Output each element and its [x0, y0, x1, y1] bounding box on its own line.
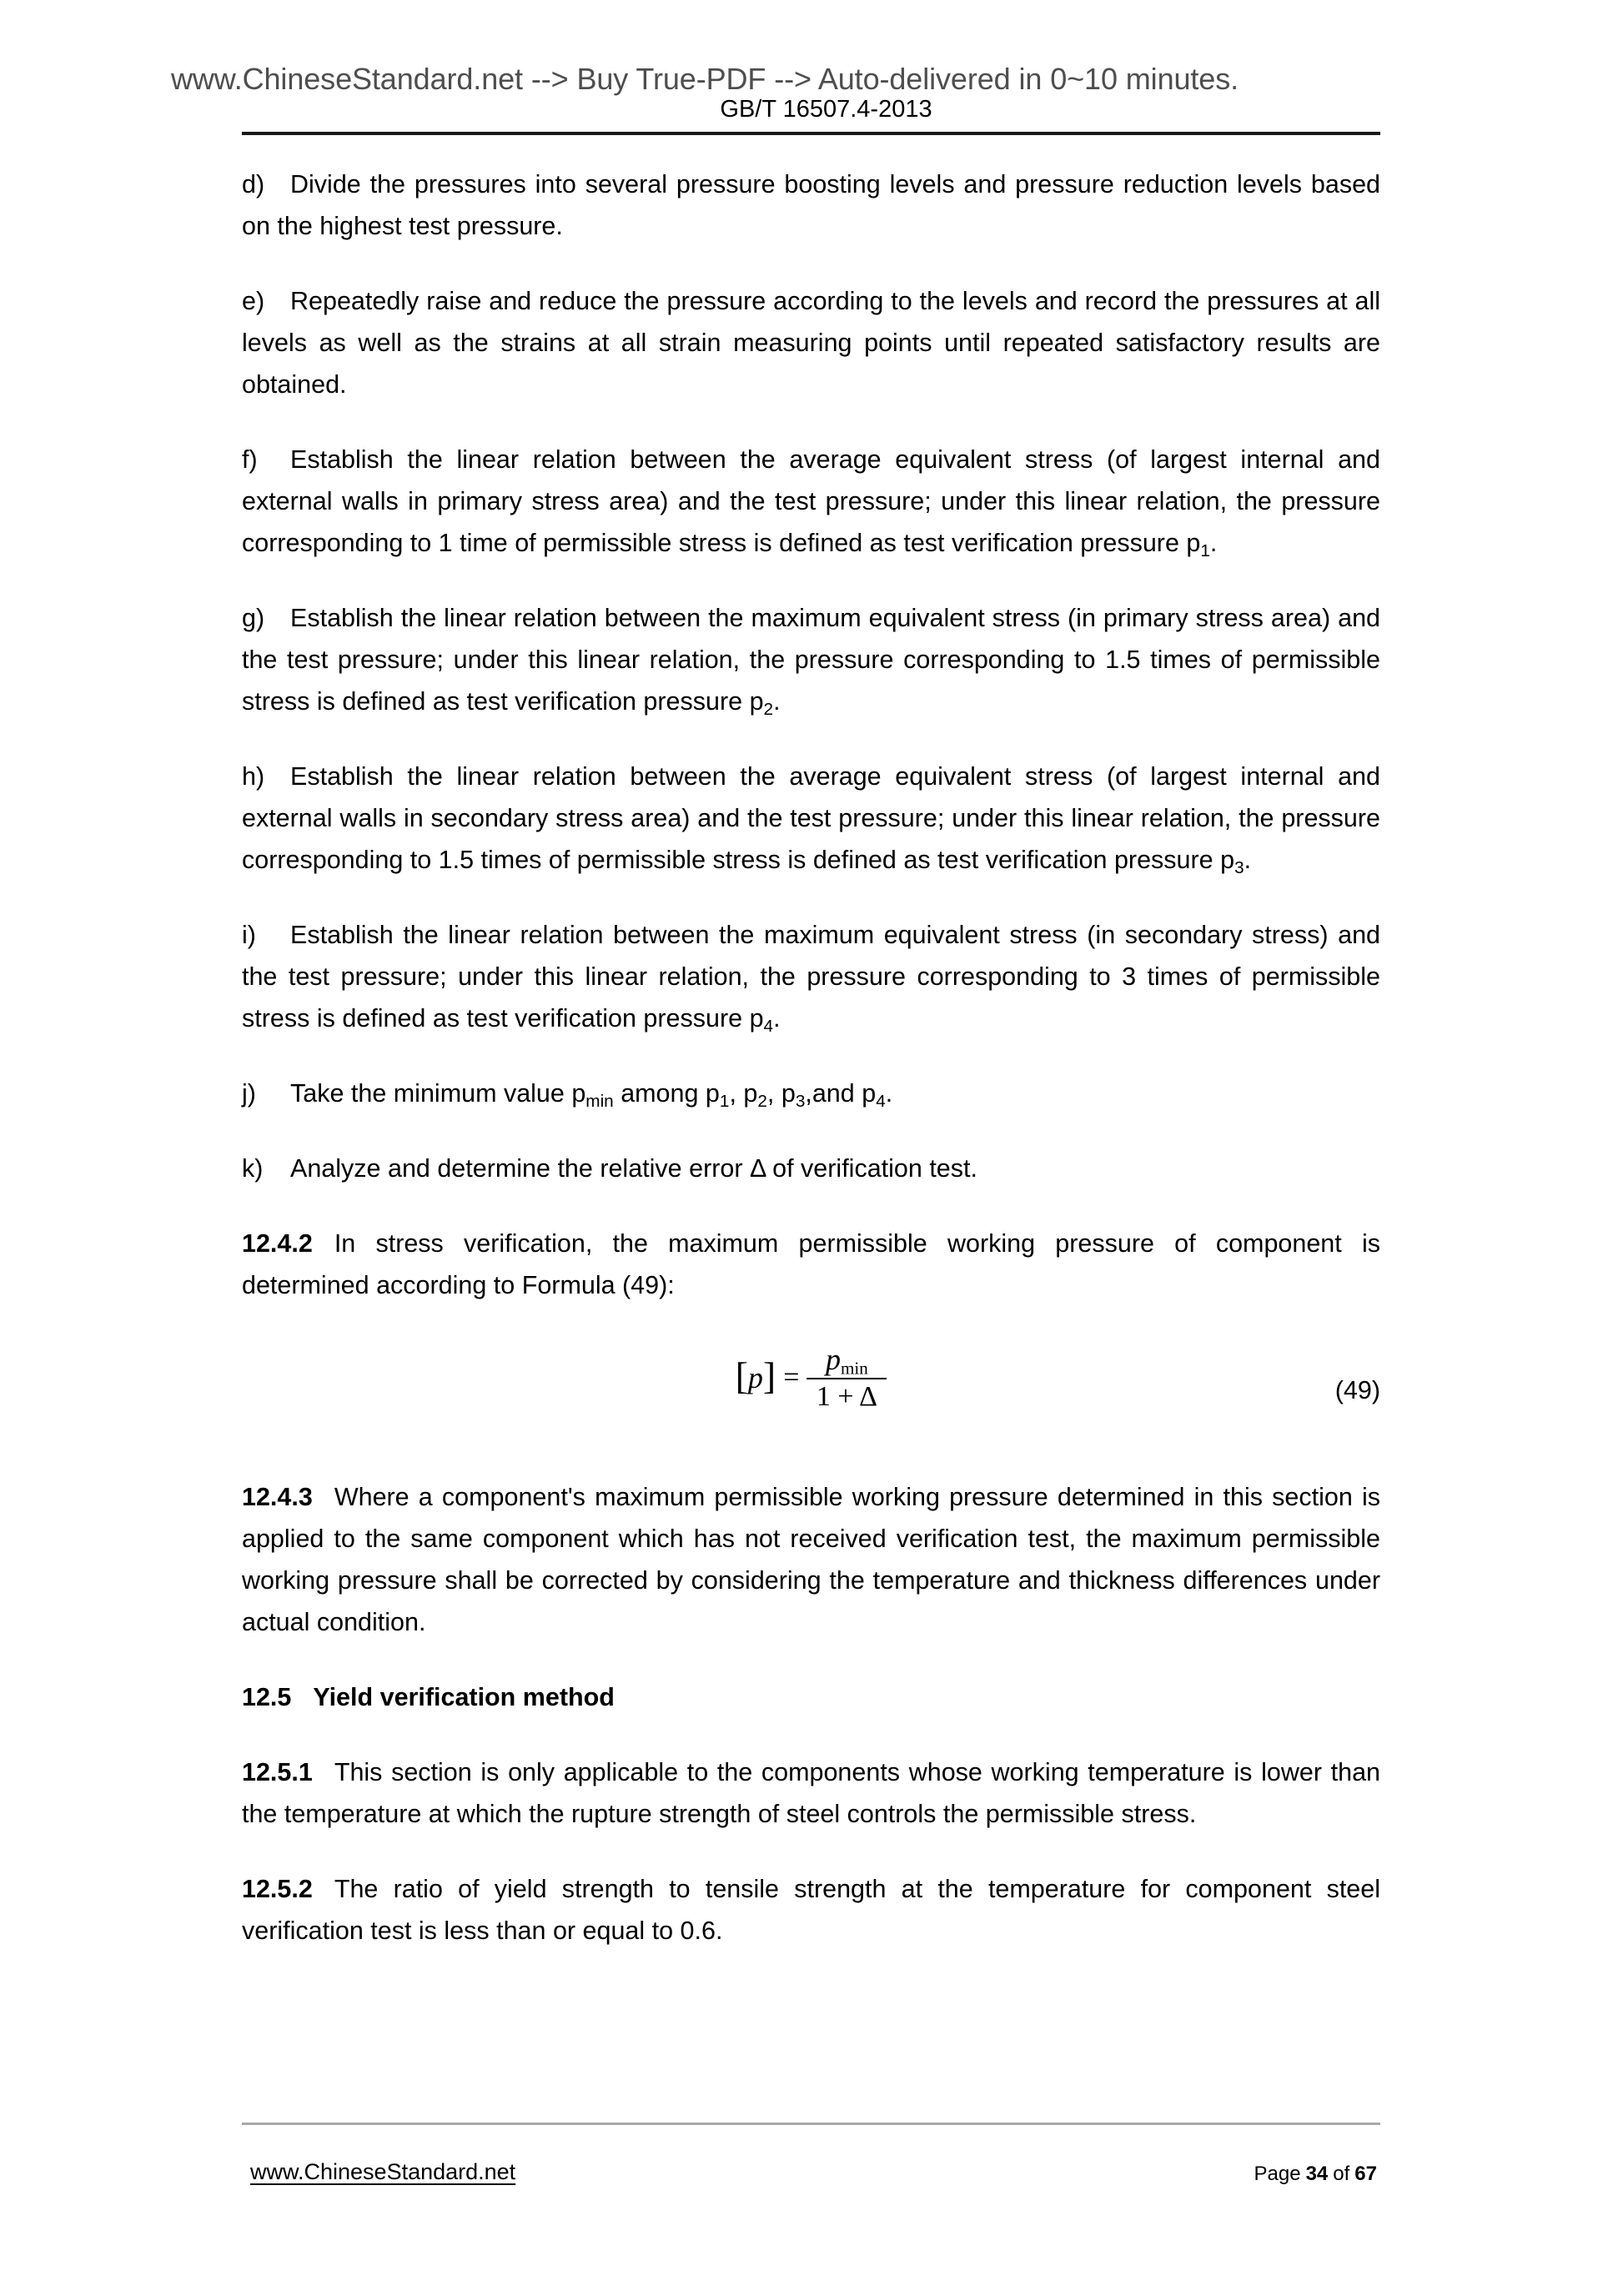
bracket-close: ] — [762, 1354, 776, 1398]
heading-title-12-5: Yield verification method — [313, 1683, 615, 1711]
heading-number-12-5: 12.5 — [242, 1683, 292, 1711]
clause-number-12-5-2: 12.5.2 — [242, 1875, 313, 1903]
clause-number-12-4-3: 12.4.3 — [242, 1483, 313, 1511]
footer-website-link[interactable]: www.ChineseStandard.net — [250, 2159, 516, 2184]
fraction — [806, 1344, 887, 1411]
clause-text-12-5-2: The ratio of yield strength to tensile strength at the temperature for component steel verification test is less than or equal to 0.6. — [242, 1875, 1380, 1945]
clause-12-5-1 — [242, 1751, 1380, 1835]
fraction-denominator: 1 + Δ — [816, 1380, 877, 1412]
clause-12-5-2 — [242, 1868, 1380, 1952]
subscript-j-p3: 3 — [795, 1091, 806, 1111]
list-text-j-seg5: ,and p — [805, 1079, 877, 1108]
list-text-i-end: . — [773, 1004, 781, 1032]
footer-page-indicator — [1254, 2163, 1377, 2186]
list-text-f-end: . — [1209, 529, 1218, 557]
numerator-variable-p: p — [826, 1343, 841, 1376]
page-label: Page — [1254, 2163, 1301, 2185]
equation-number-49: (49) — [1334, 1376, 1380, 1404]
page-number: 34 — [1305, 2163, 1329, 2185]
list-text-j-seg4: , p — [766, 1079, 796, 1108]
list-item-f — [242, 439, 1380, 564]
list-text-h-end: . — [1244, 846, 1252, 874]
list-marker-g: g) — [242, 604, 265, 632]
list-text-k: Analyze and determine the relative error Δ of verification test. — [290, 1154, 977, 1183]
list-text-g-end: . — [773, 687, 781, 716]
subscript-pmin: min — [585, 1091, 614, 1111]
subscript-j-p1: 1 — [719, 1091, 730, 1111]
subscript-j-p2: 2 — [757, 1091, 767, 1111]
list-item-g — [242, 597, 1380, 722]
watermark-text: www.ChineseStandard.net --> Buy True-PDF --> Auto-delivered in 0~10 minutes. — [171, 62, 1239, 96]
list-marker-j: j) — [242, 1079, 256, 1108]
clause-number-12-5-1: 12.5.1 — [242, 1758, 313, 1786]
subscript-p3: 3 — [1234, 857, 1244, 877]
list-item-h — [242, 756, 1380, 881]
list-text-j-seg6: . — [885, 1079, 893, 1108]
list-text-i: Establish the linear relation between the maximum equivalent stress (in secondary stress) and the test pressure; under this linear relation, the pressure corresponding to 3 times of permissible stress is defined as test verification pressure p — [242, 921, 1380, 1032]
subscript-p2: 2 — [763, 699, 774, 719]
clause-12-4-2 — [242, 1223, 1380, 1306]
formula-49-block — [242, 1339, 1380, 1438]
list-text-d: Divide the pressures into several pressure boosting levels and pressure reduction levels based on the highest test pressure. — [242, 170, 1380, 240]
clause-text-12-4-2: In stress verification, the maximum permissible working pressure of component is determined according to Formula (49): — [242, 1229, 1380, 1299]
subscript-p1: 1 — [1200, 540, 1210, 560]
list-item-j — [242, 1073, 1380, 1114]
list-marker-e: e) — [242, 287, 265, 315]
list-item-k — [242, 1148, 1380, 1189]
list-marker-i: i) — [242, 921, 256, 949]
page-header — [0, 0, 1623, 146]
list-text-j-seg3: , p — [729, 1079, 758, 1108]
clause-text-12-4-3: Where a component's maximum permissible working pressure determined in this section is applied to the same component which has not received verification test, the maximum permissible working pressure shall be corrected by considering the temperature and thickness differences under actual condition. — [242, 1483, 1380, 1636]
of-label: of — [1333, 2163, 1350, 2185]
section-heading-12-5 — [242, 1676, 1380, 1718]
bracket-open: [ — [735, 1354, 748, 1398]
fraction-numerator — [822, 1344, 872, 1378]
list-text-j-seg2: among p — [613, 1079, 720, 1108]
list-item-d — [242, 163, 1380, 247]
clause-text-12-5-1: This section is only applicable to the components whose working temperature is lower than the temperature at which the rupture strength of steel controls the permissible stress. — [242, 1758, 1380, 1828]
list-text-h: Establish the linear relation between the average equivalent stress (of largest internal and external walls in secondary stress area) and the test pressure; under this linear relation, the pressure corresponding to 1.5 times of permissible stress is defined as test verification pressure p — [242, 762, 1380, 874]
equals-sign: = — [783, 1362, 800, 1394]
formula-49 — [736, 1344, 887, 1411]
document-body — [242, 163, 1380, 1952]
list-text-f: Establish the linear relation between the average equivalent stress (of largest internal and external walls in primary stress area) and the test pressure; under this linear relation, the pressure corresponding to 1 time of permissible stress is defined as test verification pressure p — [242, 445, 1380, 557]
clause-number-12-4-2: 12.4.2 — [242, 1229, 313, 1258]
list-item-i — [242, 914, 1380, 1039]
list-text-e: Repeatedly raise and reduce the pressure according to the levels and record the pressures at all levels as well as the strains at all strain measuring points until repeated satisfactory results are obtained. — [242, 287, 1380, 399]
list-marker-d: d) — [242, 170, 265, 198]
numerator-subscript-min: min — [841, 1358, 868, 1379]
list-text-g: Establish the linear relation between the maximum equivalent stress (in primary stress area) and the test pressure; under this linear relation, the pressure corresponding to 1.5 times of permissible stress is defined as test verification pressure p — [242, 604, 1380, 716]
clause-12-4-3 — [242, 1476, 1380, 1643]
total-pages: 67 — [1354, 2163, 1377, 2185]
footer-divider — [242, 2123, 1380, 2125]
page-footer — [0, 2123, 1623, 2239]
standard-number: GB/T 16507.4-2013 — [720, 96, 932, 123]
subscript-j-p4: 4 — [876, 1091, 886, 1111]
list-text-j-seg1: Take the minimum value p — [290, 1079, 586, 1108]
header-divider — [242, 132, 1380, 135]
list-marker-h: h) — [242, 762, 265, 791]
list-item-e — [242, 280, 1380, 405]
list-marker-k: k) — [242, 1154, 264, 1183]
list-marker-f: f) — [242, 445, 258, 474]
formula-variable-p: p — [747, 1361, 763, 1395]
subscript-p4: 4 — [763, 1016, 774, 1036]
